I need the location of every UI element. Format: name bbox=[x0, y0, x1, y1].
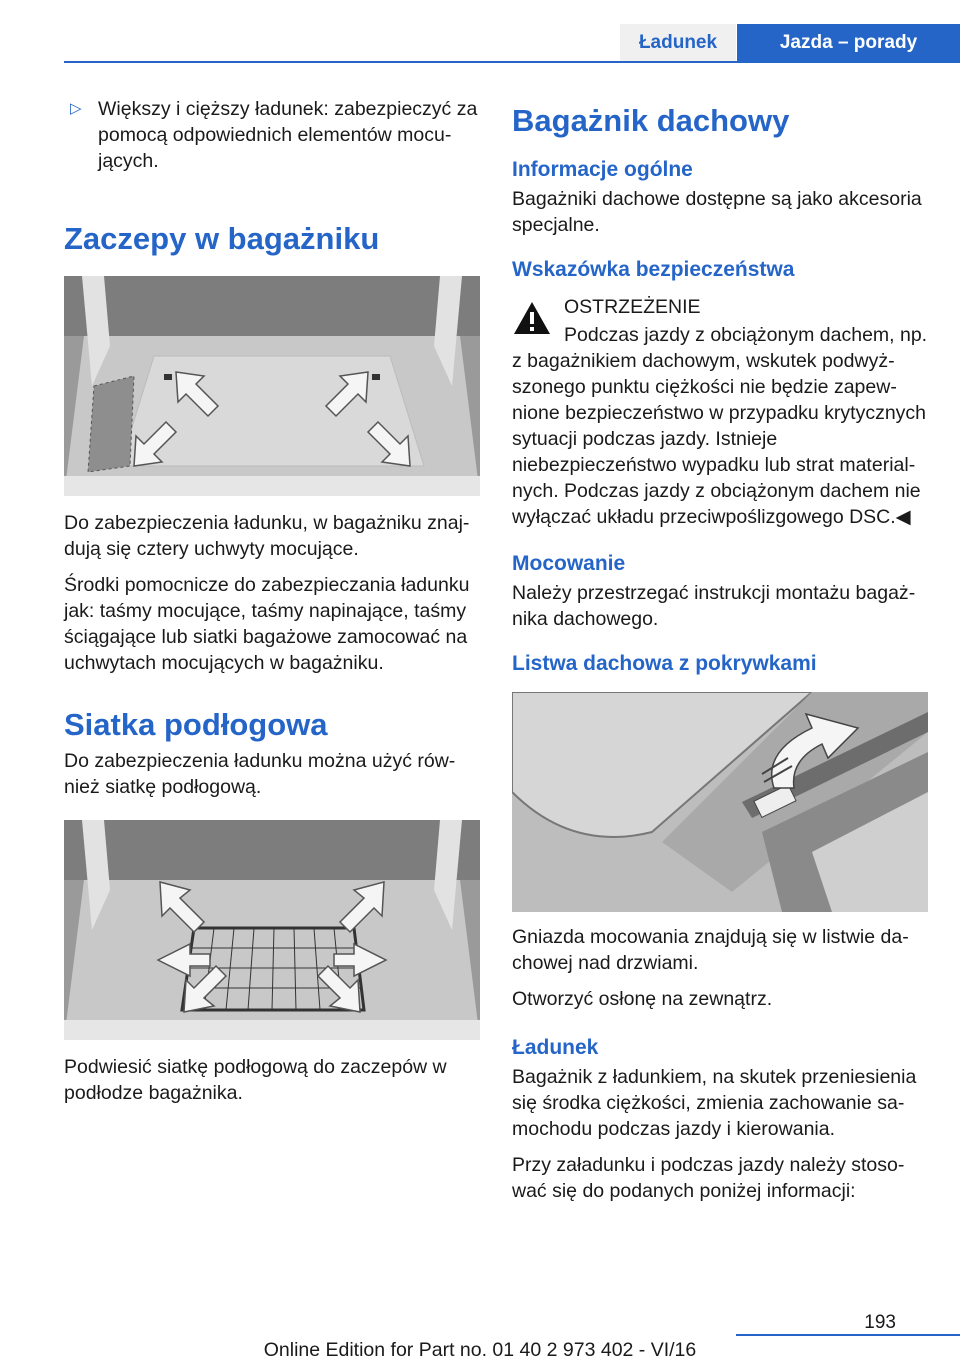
header-rule bbox=[64, 61, 960, 63]
floor-net-image bbox=[64, 820, 480, 1040]
paragraph-net-2: Podwiesić siatkę podłogową do zaczepów w podłodze bagażnika. bbox=[64, 1056, 447, 1104]
footer-edition: Online Edition for Part no. 01 40 2 973 402 - VI/16 bbox=[263, 1339, 697, 1361]
warning-icon bbox=[512, 300, 552, 336]
heading-load: Ładunek bbox=[512, 1036, 599, 1059]
page-number: 193 bbox=[864, 1312, 896, 1333]
warning-text: Podczas jazdy z obciążonym dachem, np. z bagażnikiem dachowym, wskutek podwyższonego punktu ciężkości nie będzie zapewnione bezpieczeństwo w przypadku krytycznych sytuacji podczas jazdy. Istnieje niebezpieczeństwo wypadku lub strat materialnych. Podczas jazdy z obciążonym dachem nie wyłączać układu przeciwpoślizgowego DSC.◀ bbox=[512, 324, 928, 528]
paragraph-strip-1: Gniazda mocowania znajdują się w listwie dachowej nad drzwiami. bbox=[512, 926, 909, 974]
heading-roof-strip: Listwa dachowa z pokrywkami bbox=[512, 652, 817, 675]
section-tab: Ładunek bbox=[620, 24, 736, 62]
heading-hooks: Zaczepy w bagażniku bbox=[64, 221, 380, 256]
triangle-bullet-icon: ▷ bbox=[70, 100, 82, 117]
trunk-hooks-image bbox=[64, 276, 480, 496]
bullet-text: Większy i cięższy ładunek: zabezpieczyć za pomocą odpowiednich elementów mocujących. bbox=[98, 98, 478, 172]
bullet-item bbox=[64, 96, 480, 174]
heading-general: Informacje ogólne bbox=[512, 158, 693, 181]
warning-block bbox=[512, 294, 928, 530]
paragraph-general: Bagażniki dachowe dostępne są jako akcesoria specjalne. bbox=[512, 188, 922, 236]
paragraph-net-1: Do zabezpieczenia ładunku można użyć również siatkę podłogową. bbox=[64, 750, 456, 798]
left-column bbox=[64, 96, 480, 1106]
right-column bbox=[512, 96, 928, 1204]
paragraph-mounting: Należy przestrzegać instrukcji montażu bagażnika dachowego. bbox=[512, 582, 916, 630]
paragraph-strip-2: Otworzyć osłonę na zewnątrz. bbox=[512, 988, 773, 1010]
roof-strip-image bbox=[512, 692, 928, 912]
footer-rule bbox=[736, 1334, 960, 1336]
warning-title: OSTRZEŻENIE bbox=[564, 296, 701, 318]
paragraph-load-2: Przy załadunku i podczas jazdy należy stosować się do podanych poniżej informacji: bbox=[512, 1154, 905, 1202]
heading-mounting: Mocowanie bbox=[512, 552, 626, 575]
paragraph-load-1: Bagażnik z ładunkiem, na skutek przeniesienia się środka ciężkości, zmienia zachowanie samochodu podczas jazdy i kierowania. bbox=[512, 1066, 917, 1140]
paragraph-hooks-1: Do zabezpieczenia ładunku, w bagażniku znajdują się cztery uchwyty mocujące. bbox=[64, 512, 470, 560]
heading-net: Siatka podłogowa bbox=[64, 707, 328, 742]
paragraph-hooks-2: Środki pomocnicze do zabezpieczania ładunku jak: taśmy mocujące, taśmy napinające, taśmy ściągające lub siatki bagażowe zamocować na uchwytach mocujących w bagażniku. bbox=[64, 574, 470, 674]
heading-roof-rack: Bagażnik dachowy bbox=[512, 103, 790, 138]
page-header bbox=[0, 0, 960, 62]
chapter-tab: Jazda – porady bbox=[737, 24, 960, 62]
heading-safety: Wskazówka bezpieczeństwa bbox=[512, 258, 795, 281]
